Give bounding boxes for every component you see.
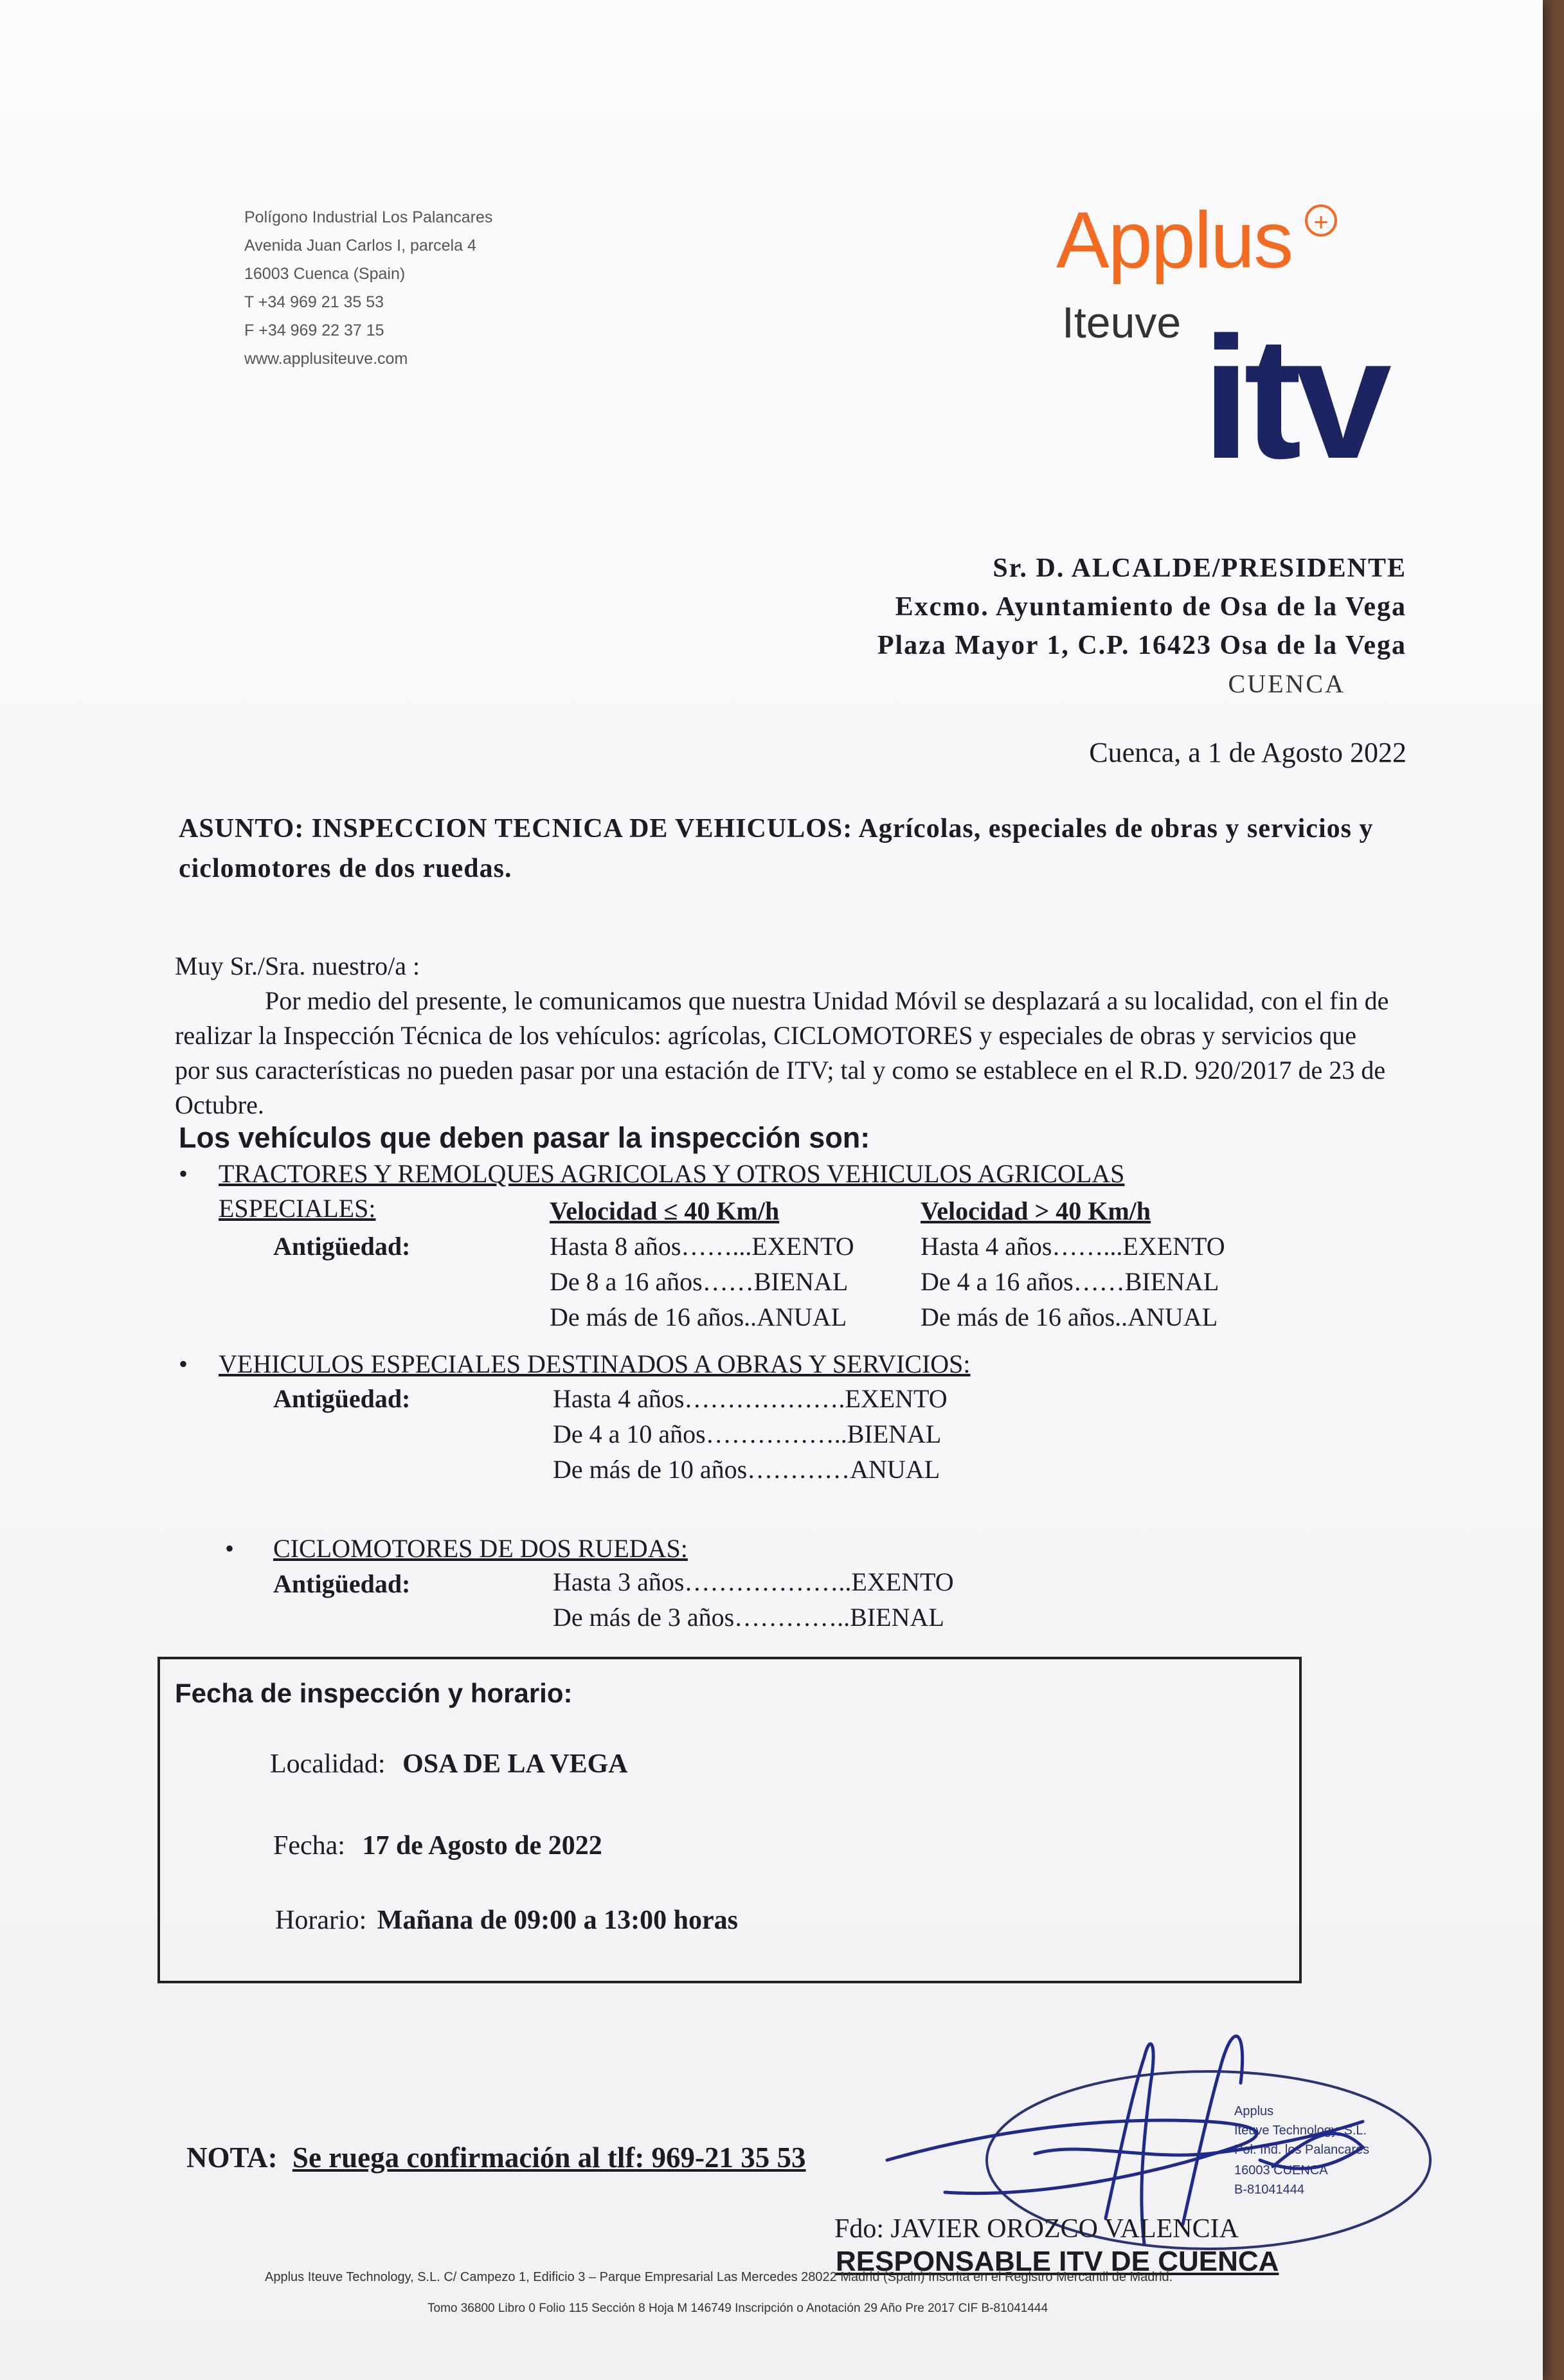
category-title: TRACTORES Y REMOLQUES AGRICOLAS Y OTROS VEHICULOS AGRICOLAS [219,1159,1125,1188]
rule-item: Hasta 4 años……………….EXENTO [553,1384,948,1413]
category-title: VEHICULOS ESPECIALES DESTINADOS A OBRAS Y SERVICIOS: [219,1349,971,1378]
column-header: Velocidad ≤ 40 Km/h [550,1196,780,1225]
rule-item: De más de 3 años…………..BIENAL [553,1603,944,1632]
locality-value: OSA DE LA VEGA [402,1749,628,1779]
date-value: 17 de Agosto de 2022 [362,1831,602,1861]
signer-role: RESPONSABLE ITV DE CUENCA [836,2246,1279,2277]
note-label: NOTA: [186,2141,278,2174]
note [186,2141,806,2174]
iteuve-logo-text: Iteuve [1062,298,1182,347]
signature-scribble [887,2036,1363,2244]
applus-logo-text: Applus [1056,196,1293,285]
note-text: Se ruega confirmación al tlf: 969-21 35 53 [292,2141,806,2174]
age-label: Antigüedad: [273,1384,411,1413]
recipient-line: Plaza Mayor 1, C.P. 16423 Osa de la Vega [877,631,1407,660]
recipient-line: Excmo. Ayuntamiento de Osa de la Vega [895,592,1407,622]
column-header: Velocidad > 40 Km/h [921,1196,1151,1225]
body-paragraph: Por medio del presente, le comunicamos que nuestra Unidad Móvil se desplazará a su localidad, con el fin de realizar la Inspección Técnica de los vehículos: agrícolas, CICLOMOTORES y especiales de obras y servicios que por sus características no pueden pasar por una estación de ITV; tal y como se establece en el R.D. 920/2017 de 23 de Octubre. [175,986,1389,1119]
locality-row [270,1749,628,1780]
letter-date: Cuenca, a 1 de Agosto 2022 [1089,737,1407,768]
schedule-label: Horario: [275,1906,367,1935]
stamp-text: Applus [1234,2104,1274,2118]
rule-item: De más de 16 años..ANUAL [550,1303,847,1331]
salutation: Muy Sr./Sra. nuestro/a : [175,951,420,980]
schedule-value: Mañana de 09:00 a 13:00 horas [377,1906,738,1935]
rule-item: Hasta 8 años……...EXENTO [550,1232,854,1261]
itv-logo-text: itv [1202,302,1386,495]
address-line: www.applusiteuve.com [244,350,408,368]
address-line: F +34 969 22 37 15 [244,321,384,339]
sender-address [244,203,492,373]
plus-circle-icon: + [1305,204,1337,237]
age-label: Antigüedad: [273,1232,411,1261]
stamp-text: 16003 CUENCA [1234,2163,1328,2177]
address-line: T +34 969 21 35 53 [244,293,384,311]
subject-line: ASUNTO: INSPECCION TECNICA DE VEHICULOS: Agrícolas, especiales de obras y servicios y ciclomotores de dos ruedas. [179,814,1374,883]
recipient-line: Sr. D. ALCALDE/PRESIDENTE [993,554,1407,583]
schedule-row [275,1905,738,1936]
stamp-text: Pol. Ind. los Palancares [1234,2143,1370,2157]
age-label: Antigüedad: [273,1569,411,1598]
stamp-text: Iteuve Technology, S.L. [1234,2123,1367,2138]
rule-item: Hasta 4 años……...EXENTO [921,1232,1225,1261]
bullet-icon: • [225,1534,235,1563]
category-title: ESPECIALES: [219,1194,376,1223]
rule-item: De 4 a 16 años……BIENAL [921,1267,1219,1296]
bullet-icon: • [179,1349,188,1378]
footer-line: Tomo 36800 Libro 0 Folio 115 Sección 8 Hoja M 146749 Inscripción o Anotación 29 Año Pre 2017 CIF B-81041444 [427,2302,1048,2315]
rule-item: De más de 10 años…………ANUAL [553,1455,940,1484]
address-line: Polígono Industrial Los Palancares [244,208,493,226]
rule-item: De 8 a 16 años……BIENAL [550,1267,849,1296]
footer-line: Applus Iteuve Technology, S.L. C/ Campezo 1, Edificio 3 – Parque Empresarial Las Mercedes 28022 Madrid (Spain) Inscrita en el Registro Mercantil de Madrid. [265,2270,1173,2284]
rule-item: De 4 a 10 años……………..BIENAL [553,1420,942,1448]
address-line: 16003 Cuenca (Spain) [244,265,406,283]
inspection-box-title: Fecha de inspección y horario: [175,1678,573,1708]
bullet-icon: • [179,1159,188,1188]
rule-item: Hasta 3 años………………..EXENTO [553,1567,954,1596]
locality-label: Localidad: [270,1749,386,1779]
date-row [273,1830,602,1861]
category-title: CICLOMOTORES DE DOS RUEDAS: [273,1534,688,1563]
stamp-text: B-81041444 [1234,2183,1304,2197]
rule-item: De más de 16 años..ANUAL [921,1303,1218,1331]
letter-body [175,949,1396,1122]
address-line: Avenida Juan Carlos I, parcela 4 [244,237,476,255]
recipient-city: CUENCA [1228,669,1345,698]
vehicles-heading: Los vehículos que deben pasar la inspección son: [179,1121,870,1154]
date-label: Fecha: [273,1831,345,1861]
signer-name: Fdo: JAVIER OROZCO VALENCIA [834,2214,1239,2244]
